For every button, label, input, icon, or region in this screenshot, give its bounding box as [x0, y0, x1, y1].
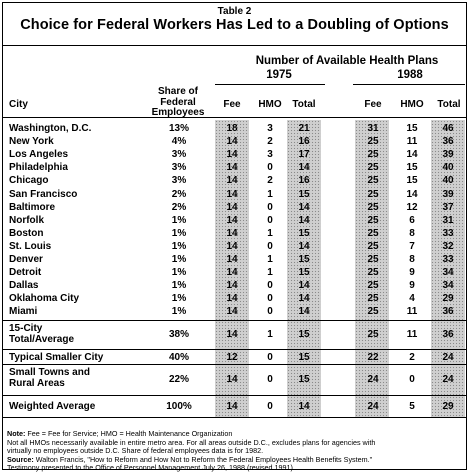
share-value: 22% [168, 374, 189, 385]
table-row [3, 214, 468, 227]
total-1975-value: 15 [298, 267, 310, 279]
summary-row-weighted-average [3, 400, 468, 413]
city-name: Los Angeles [9, 149, 69, 161]
summary-label: Weighted Average [9, 401, 96, 412]
city-name: Washington, D.C. [9, 123, 92, 134]
fee-1975-value: 14 [226, 227, 238, 239]
fee-1988-value: 25 [367, 240, 379, 252]
total-1988-value: 29 [442, 401, 454, 412]
share-value: 1% [171, 306, 187, 318]
total-1975-value: 16 [298, 136, 310, 148]
city-name: Boston [9, 227, 44, 239]
fee-1988-value: 25 [367, 214, 379, 226]
hmo-1975-value: 1 [267, 227, 273, 239]
summary-divider-2 [3, 349, 466, 350]
total-1988-value: 33 [442, 227, 454, 239]
total-1975-value: 14 [298, 201, 310, 213]
hmo-1988-value: 7 [409, 240, 415, 252]
table-row [3, 148, 468, 161]
fee-1988-value: 25 [367, 175, 379, 187]
fee-1975-value: 14 [226, 149, 238, 161]
table-row [3, 279, 468, 292]
fee-1988-value: 31 [367, 123, 379, 134]
summary-divider-1 [3, 320, 466, 321]
hmo-1975-value: 0 [267, 293, 273, 305]
hmo-1975-value: 1 [267, 254, 273, 265]
fee-1975-value: 14 [226, 162, 238, 174]
fee-1975-value: 12 [226, 352, 238, 363]
city-name: Baltimore [9, 201, 56, 213]
total-1988-value: 40 [442, 175, 454, 187]
hmo-1988-value: 9 [409, 267, 415, 279]
fee-1988-value: 25 [367, 267, 379, 279]
source-line-2: Testimony presented to the Office of Personnel Management July 26, 1988 (revised 1991). [7, 463, 295, 473]
table-row [3, 253, 468, 266]
share-value: 3% [171, 175, 187, 187]
fee-1975-value: 14 [226, 280, 238, 292]
header-divider [3, 117, 466, 118]
header-hmo-1988: HMO [400, 99, 424, 110]
hmo-1988-value: 14 [406, 188, 418, 200]
hmo-1988-value: 8 [409, 227, 415, 239]
hmo-1988-value: 15 [406, 123, 418, 134]
share-value: 1% [171, 280, 187, 292]
city-name: Denver [9, 254, 43, 265]
hmo-1988-value: 0 [409, 374, 415, 385]
fee-1975-value: 14 [226, 254, 238, 265]
total-1988-value: 24 [442, 352, 454, 363]
total-1975-value: 14 [298, 162, 310, 174]
share-value: 1% [171, 293, 187, 305]
underline-1975 [215, 84, 325, 85]
total-1975-value: 16 [298, 175, 310, 187]
total-1975-value: 15 [298, 374, 310, 385]
hmo-1988-value: 11 [406, 136, 418, 148]
fee-1988-value: 25 [367, 188, 379, 200]
hmo-1988-value: 12 [406, 201, 418, 213]
hmo-1988-value: 2 [409, 352, 415, 363]
table-title: Choice for Federal Workers Has Led to a Doubling of Options [20, 17, 449, 33]
summary-label-line-2: Rural Areas [9, 378, 65, 389]
total-1988-value: 24 [442, 374, 454, 385]
note-line-3: virtually no employees outside D.C. Share of federal employees data is for 1982. [7, 446, 264, 456]
total-1975-value: 15 [298, 254, 310, 265]
header-total-1975: Total [292, 99, 316, 110]
total-1988-value: 36 [442, 329, 454, 340]
total-1975-value: 15 [298, 188, 310, 200]
city-name: Miami [9, 306, 38, 318]
header-year-1975: 1975 [266, 69, 292, 81]
hmo-1988-value: 14 [406, 149, 418, 161]
share-value: 38% [168, 329, 189, 340]
fee-1988-value: 25 [367, 227, 379, 239]
total-1975-value: 14 [298, 293, 310, 305]
city-name: Dallas [9, 280, 39, 292]
total-1988-value: 33 [442, 254, 454, 265]
source-text-1: Walton Francis, "How to Reform and How Not to Reform the Federal Employees Health Benefits System." [35, 454, 373, 464]
table-row [3, 201, 468, 214]
note-label: Note: [7, 429, 26, 438]
table-number: Table 2 [217, 6, 252, 17]
hmo-1975-value: 0 [267, 352, 273, 363]
header-year-1988: 1988 [397, 69, 423, 81]
share-value: 4% [171, 136, 187, 148]
hmo-1975-value: 1 [267, 188, 273, 200]
share-value: 100% [166, 401, 192, 412]
share-value: 1% [171, 254, 187, 265]
hmo-1975-value: 0 [267, 374, 273, 385]
share-value: 3% [171, 149, 187, 161]
total-1988-value: 31 [442, 214, 454, 226]
total-1988-value: 32 [442, 240, 454, 252]
header-share-line-3: Employees [151, 107, 205, 118]
total-1975-value: 15 [298, 329, 310, 340]
fee-1988-value: 25 [367, 293, 379, 305]
note-text-1: Fee = Fee for Service; HMO = Health Maintenance Organization [27, 429, 233, 438]
hmo-1975-value: 0 [267, 201, 273, 213]
share-value: 1% [171, 240, 187, 252]
table-row [3, 174, 468, 187]
table-row [3, 188, 468, 201]
table-row [3, 266, 468, 279]
header-share-line-1: Share of [157, 86, 198, 97]
fee-1975-value: 14 [226, 293, 238, 305]
fee-1988-value: 25 [367, 149, 379, 161]
hmo-1988-value: 11 [406, 329, 418, 340]
share-value: 1% [171, 267, 187, 279]
fee-1975-value: 14 [226, 374, 238, 385]
total-1975-value: 14 [298, 280, 310, 292]
fee-1975-value: 14 [226, 267, 238, 279]
fee-1975-value: 14 [226, 306, 238, 318]
total-1975-value: 21 [298, 123, 310, 134]
hmo-1975-value: 3 [267, 149, 273, 161]
total-1975-value: 14 [298, 240, 310, 252]
hmo-1975-value: 2 [267, 175, 273, 187]
share-value: 40% [168, 352, 189, 363]
total-1988-value: 37 [442, 201, 454, 213]
share-value: 1% [171, 227, 187, 239]
header-total-1988: Total [437, 99, 461, 110]
hmo-1975-value: 0 [267, 280, 273, 292]
summary-label-line-1: 15-City [9, 323, 43, 334]
table-row [3, 161, 468, 174]
summary-divider-4 [3, 395, 466, 396]
city-name: Philadelphia [9, 162, 68, 174]
fee-1988-value: 25 [367, 162, 379, 174]
summary-label-15-city [9, 323, 74, 345]
city-name: Chicago [9, 175, 49, 187]
city-name: St. Louis [9, 240, 52, 252]
summary-label: Typical Smaller City [9, 352, 104, 363]
city-name: Oklahoma City [9, 293, 80, 305]
fee-1975-value: 14 [226, 240, 238, 252]
fee-1988-value: 25 [367, 280, 379, 292]
hmo-1988-value: 15 [406, 175, 418, 187]
summary-divider-5 [3, 417, 466, 418]
table-row [3, 135, 468, 148]
hmo-1975-value: 2 [267, 136, 273, 148]
total-1988-value: 39 [442, 149, 454, 161]
hmo-1975-value: 0 [267, 240, 273, 252]
total-1975-value: 17 [298, 149, 310, 161]
total-1988-value: 39 [442, 188, 454, 200]
summary-label-line-1: Small Towns and [9, 367, 90, 378]
table-row [3, 227, 468, 240]
hmo-1988-value: 4 [409, 293, 415, 305]
city-name: San Francisco [9, 188, 78, 200]
total-1988-value: 46 [442, 123, 454, 134]
fee-1988-value: 25 [367, 201, 379, 213]
fee-1988-value: 24 [367, 401, 379, 412]
fee-1988-value: 24 [367, 374, 379, 385]
header-hmo-1975: HMO [258, 99, 282, 110]
hmo-1988-value: 5 [409, 401, 415, 412]
header-share-line-2: Federal [160, 96, 196, 108]
header-available-plans: Number of Available Health Plans [255, 55, 439, 67]
total-1975-value: 14 [298, 401, 310, 412]
hmo-1975-value: 0 [267, 162, 273, 174]
total-1975-value: 15 [298, 352, 310, 363]
header-share [133, 87, 223, 119]
table-row [3, 240, 468, 253]
total-1975-value: 14 [298, 214, 310, 226]
share-value: 2% [171, 188, 187, 200]
header-city: City [9, 99, 28, 110]
total-1988-value: 36 [442, 136, 454, 148]
share-value: 1% [171, 214, 187, 226]
header-fee-1975: Fee [223, 99, 241, 110]
hmo-1975-value: 1 [267, 329, 273, 340]
hmo-1975-value: 0 [267, 306, 273, 318]
total-1988-value: 36 [442, 306, 454, 318]
total-1988-value: 34 [442, 267, 454, 279]
table-row [3, 292, 468, 305]
fee-1975-value: 14 [226, 175, 238, 187]
city-name: New York [9, 136, 54, 148]
table-row [3, 305, 468, 318]
total-1988-value: 29 [442, 293, 454, 305]
table-row [3, 122, 468, 135]
fee-1988-value: 25 [367, 306, 379, 318]
share-value: 2% [171, 201, 187, 213]
total-1988-value: 34 [442, 280, 454, 292]
hmo-1988-value: 9 [409, 280, 415, 292]
note-line-2: Not all HMOs necessarily available in entire metro area. For all areas outside D.C., excludes plans for agencies with [7, 437, 376, 447]
share-value: 13% [168, 123, 189, 134]
fee-1975-value: 14 [226, 214, 238, 226]
summary-divider-3 [3, 364, 466, 365]
fee-1988-value: 25 [367, 136, 379, 148]
summary-row-typical-smaller-city [3, 351, 468, 364]
fee-1988-value: 22 [367, 352, 379, 363]
hmo-1975-value: 1 [267, 267, 273, 279]
total-1975-value: 14 [298, 306, 310, 318]
hmo-1975-value: 0 [267, 214, 273, 226]
underline-1988 [353, 84, 465, 85]
fee-1975-value: 14 [226, 188, 238, 200]
fee-1975-value: 14 [226, 136, 238, 148]
fee-1975-value: 18 [226, 123, 238, 134]
summary-label-line-2: Total/Average [9, 334, 75, 345]
source-label: Source: [7, 454, 34, 464]
fee-1975-value: 14 [226, 401, 238, 412]
total-1988-value: 40 [442, 162, 454, 174]
total-1975-value: 15 [298, 227, 310, 239]
title-divider [3, 45, 466, 46]
hmo-1988-value: 6 [409, 214, 415, 226]
city-name: Norfolk [9, 214, 44, 226]
summary-label-small-towns [9, 367, 90, 389]
table-frame [2, 2, 467, 473]
hmo-1975-value: 3 [267, 123, 273, 134]
hmo-1975-value: 0 [267, 401, 273, 412]
hmo-1988-value: 11 [406, 306, 418, 318]
notes-block [7, 430, 465, 473]
fee-1975-value: 14 [226, 201, 238, 213]
fee-1975-value: 14 [226, 329, 238, 340]
city-name: Detroit [9, 267, 42, 279]
header-fee-1988: Fee [364, 99, 382, 110]
hmo-1988-value: 15 [406, 162, 418, 174]
hmo-1988-value: 8 [409, 254, 415, 265]
fee-1988-value: 25 [367, 254, 379, 265]
fee-1988-value: 25 [367, 329, 379, 340]
share-value: 3% [171, 162, 187, 174]
